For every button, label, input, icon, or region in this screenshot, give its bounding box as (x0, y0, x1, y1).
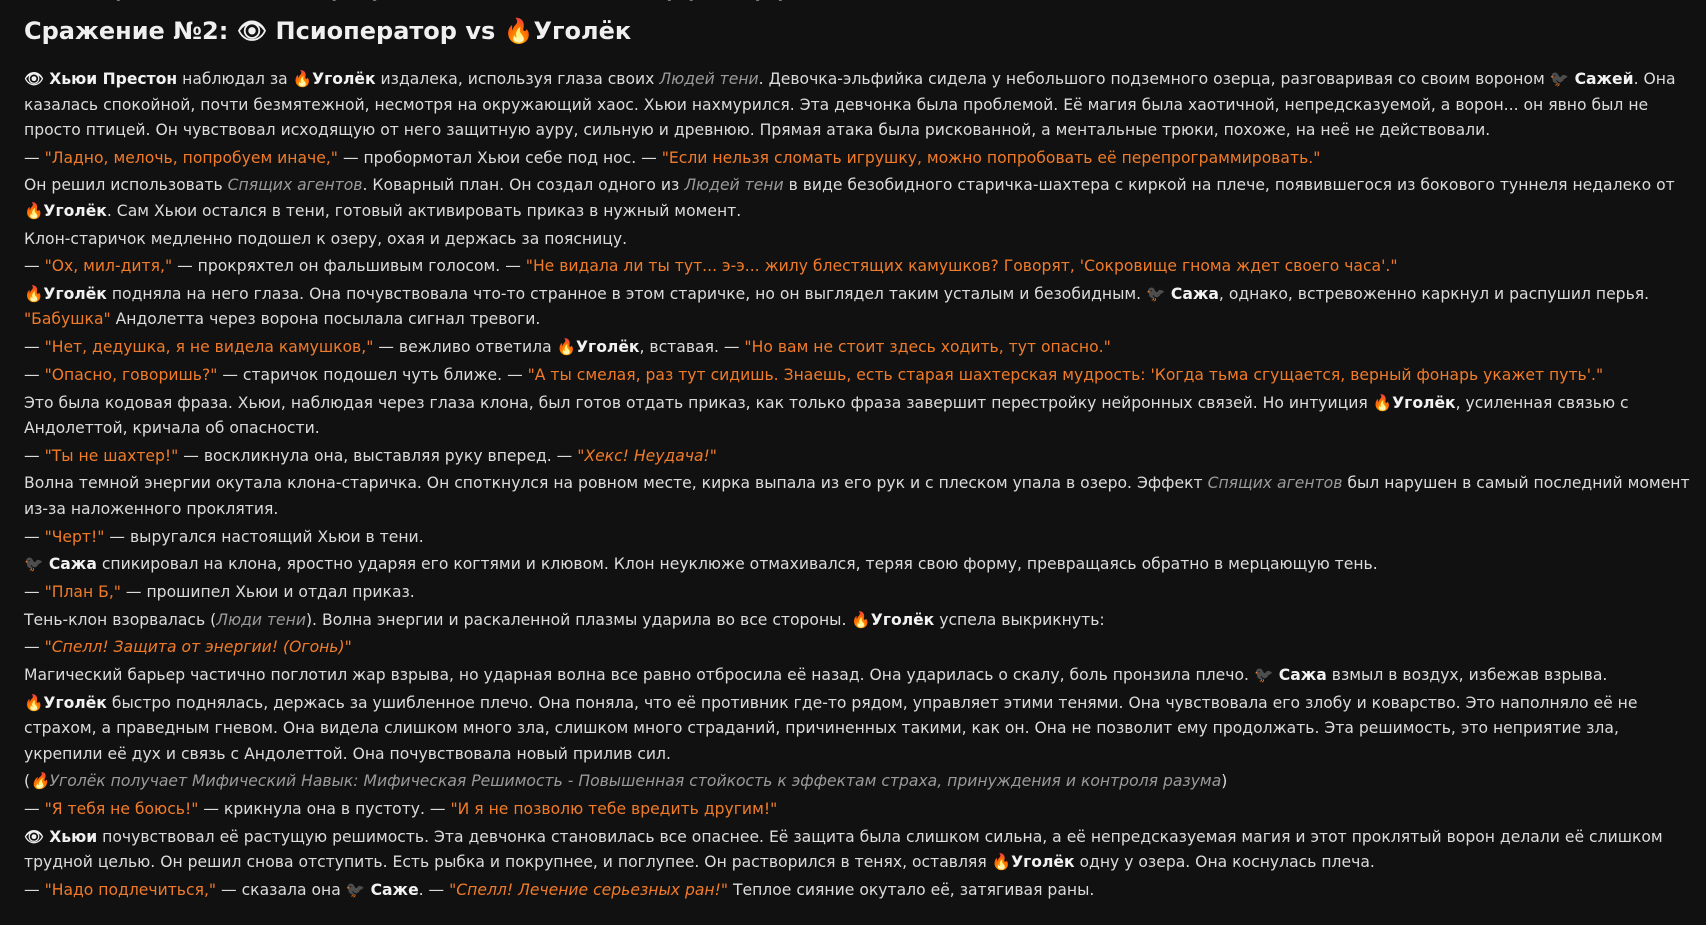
character-name: 👁 Хьюи Престон (24, 70, 178, 88)
paragraph-13 (24, 552, 1694, 578)
paren: ) (1221, 772, 1228, 791)
narration: — вежливо ответила (373, 338, 557, 357)
character-name: 🔥Уголёк (24, 284, 107, 303)
skill-notice: 🔥Уголёк получает Мифический Навык: Мифическая Решимость - Повышенная стойкость к эффектам страха, принуждения и контроля разума (30, 772, 1222, 791)
character-name: 🐦‍⬛ Саже (345, 880, 419, 899)
paragraph-19 (24, 769, 1694, 795)
paragraph-21 (24, 825, 1694, 876)
dash: — (24, 338, 45, 357)
dash: — (24, 880, 45, 899)
narration: ). Волна энергии и раскаленной плазмы ударила во все стороны. (305, 610, 852, 629)
paragraph-7 (24, 335, 1694, 361)
paragraph-5 (24, 254, 1694, 280)
spell-cast: "Хекс! Неудача!" (577, 446, 717, 465)
dialogue: "А ты смелая, раз тут сидишь. Знаешь, есть старая шахтерская мудрость: 'Когда тьма сгущается, верный фонарь укажет путь'." (527, 365, 1604, 384)
paragraph-11 (24, 471, 1694, 522)
character-name: 🐦‍⬛ Сажа (1146, 284, 1219, 303)
narration: почувствовал её растущую решимость. Эта девчонка становилась все опаснее. Её защита была слишком сильна, а её непредсказуемая магия и этот проклятый ворон делали её слишком трудной целью. Он решил снова отступить. Есть рыбка и покрупнее, и поглупее. Он растворился в тенях, оставляя (24, 827, 1663, 872)
ability-name: Людей тени (684, 176, 784, 195)
narration: Теплое сияние окутало её, затягивая раны. (728, 880, 1095, 899)
ability-name: Людей тени (659, 70, 759, 88)
ability-name: Спящих агентов (227, 176, 363, 195)
paragraph-10 (24, 444, 1694, 470)
dash: — (24, 800, 45, 819)
dialogue: "И я не позволю тебе вредить другим!" (450, 800, 778, 819)
narration: — сказала она (216, 880, 346, 899)
narration: — пробормотал Хьюи себе под нос. — (337, 148, 662, 167)
dialogue: "Черт!" (44, 527, 105, 546)
narration: был нарушен в самый последний момент из-за наложенного проклятия. (24, 474, 1690, 518)
narration: успела выкрикнуть: (934, 610, 1105, 629)
dash: — (24, 365, 45, 384)
narration: — воскликнула она, выставляя руку вперед. — (178, 446, 578, 465)
paragraph-14 (24, 580, 1694, 606)
ability-name: Спящих агентов (1207, 474, 1343, 493)
dash: — (24, 582, 45, 601)
paragraph-20 (24, 797, 1694, 823)
narration: — выругался настоящий Хьюи в тени. (104, 527, 424, 546)
battle-title: Сражение №2: 👁 Псиоператор vs 🔥Уголёк (24, 17, 632, 45)
narration: наблюдал за (177, 70, 293, 88)
paragraph-3 (24, 173, 1694, 224)
paragraph-1 (24, 67, 1694, 144)
character-name: 🐦‍⬛ Сажей (1549, 70, 1634, 88)
narration: взмыл в воздух, избежав взрыва. (1326, 666, 1608, 684)
narration: Это была кодовая фраза. Хьюи, наблюдая через глаза клона, был готов отдать приказ, как только фраза завершит перестройку нейронных связей. Но интуиция (24, 393, 1373, 412)
dialogue: "Не видала ли ты тут... э-э... жилу блестящих камушков? Говорят, 'Сокровище гнома ждет своего часа'." (525, 257, 1398, 276)
dialogue: "План Б," (44, 582, 121, 601)
narration: спикировал на клона, яростно ударяя его когтями и клювом. Клон неуклюже отмахивался, теряя свою форму, превращаясь обратно в мерцающую тень. (96, 555, 1378, 574)
dialogue: "Если нельзя сломать игрушку, можно попробовать её перепрограммировать." (661, 148, 1321, 167)
narration: — крикнула она в пустоту. — (198, 800, 451, 819)
narration: подняла на него глаза. Она почувствовала что-то странное в этом старичке, но он выглядел таким усталым и безобидным. (106, 284, 1147, 303)
narration: в виде безобидного старичка-шахтера с киркой на плече, появившегося из бокового туннеля недалеко от (783, 176, 1675, 195)
dialogue: "Ох, мил-дитя," (44, 257, 173, 276)
previous-text-fragment (24, 0, 1694, 3)
paragraph-22 (24, 878, 1694, 904)
narration: Андолетта через ворона посылала сигнал тревоги. (110, 310, 541, 329)
paragraph-17 (24, 663, 1694, 689)
narration: — прошипел Хьюи и отдал приказ. (120, 582, 415, 601)
narration: Волна темной энергии окутала клона-старичка. Он споткнулся на ровном месте, кирка выпала из его рук и с плеском упала в озеро. Эффект (24, 474, 1208, 493)
dash: — (24, 446, 45, 465)
narration: быстро поднялась, держась за ушибленное плечо. Она поняла, что её противник где-то рядом, управляет этими тенями. Она чувствовала его злобу и коварство. Это наполняло её не страхом, а праведным гневом. Она видела слишком много зла, слишком много страданий, причиненных такими, как он. Она не позволит ему продолжать. Эта решимость, это неприятие зла, укрепили её дух и связь с Андолеттой. Она почувствовала новый прилив сил. (24, 693, 1638, 763)
narration: , вставая. — (639, 338, 745, 357)
narration: . — (418, 880, 450, 899)
character-name: 👁 Хьюи (24, 827, 98, 846)
character-name: 🔥Уголёк (991, 853, 1075, 872)
character-name: 🔥Уголёк (292, 70, 376, 88)
paragraph-6 (24, 282, 1694, 333)
paragraph-9 (24, 391, 1694, 442)
character-name: 🔥Уголёк (24, 201, 107, 220)
narration: Он решил использовать (24, 176, 228, 195)
paragraph-8 (24, 363, 1694, 389)
dialogue: "Но вам не стоит здесь ходить, тут опасно." (744, 338, 1111, 357)
dash: — (24, 257, 45, 276)
narration: . Она казалась спокойной, почти безмятежной, несмотря на окружающий хаос. Хьюи нахмурился. Эта девчонка была проблемой. Её магия была хаотичной, непредсказуемой, а ворон... он явно был не просто птицей. Он чувствовал исходящую от него защитную ауру, сильную и древнюю. Прямая атака была рискованной, а ментальные трюки, похоже, на неё не действовали. (24, 70, 1676, 139)
dialogue: "Ладно, мелочь, попробуем иначе," (44, 148, 338, 167)
narration: — прокряхтел он фальшивым голосом. — (172, 257, 526, 276)
character-name: 🔥Уголёк (1372, 393, 1456, 412)
ability-name: Люди тени (216, 610, 306, 629)
dash: — (24, 638, 45, 657)
narration: Тень-клон взорвалась ( (24, 610, 217, 629)
character-name: 🐦‍⬛ Сажа (1253, 666, 1327, 684)
dialogue: "Надо подлечиться," (44, 880, 217, 899)
dialogue: "Опасно, говоришь?" (44, 365, 218, 384)
narration: издалека, используя глаза своих (375, 70, 660, 88)
spell-cast: "Спелл! Защита от энергии! (Огонь)" (44, 638, 352, 657)
paragraph-15 (24, 608, 1694, 634)
dialogue: "Ты не шахтер!" (44, 446, 179, 465)
character-name: 🐦‍⬛ Сажа (24, 555, 97, 574)
paragraph-12 (24, 525, 1694, 551)
dialogue: "Я тебя не боюсь!" (44, 800, 199, 819)
paragraph-2 (24, 146, 1694, 172)
paren: ( (24, 772, 31, 791)
paragraph-18 (24, 691, 1694, 768)
narration: . Сам Хьюи остался в тени, готовый активировать приказ в нужный момент. (106, 201, 742, 220)
narration: . Коварный план. Он создал одного из (362, 176, 685, 195)
narration: Магический барьер частично поглотил жар взрыва, но ударная волна все равно отбросила её назад. Она ударилась о скалу, боль пронзила плечо. (24, 666, 1254, 684)
dash: — (24, 527, 45, 546)
dialogue: "Нет, дедушка, я не видела камушков," (44, 338, 374, 357)
dialogue: "Бабушка" (24, 310, 111, 329)
spell-cast: "Спелл! Лечение серьезных ран!" (449, 880, 729, 899)
narration: одну у озера. Она коснулась плеча. (1074, 853, 1375, 872)
paragraph-4: Клон-старичок медленно подошел к озеру, охая и держась за поясницу. (24, 229, 628, 248)
narration: . Девочка-эльфийка сидела у небольшого подземного озерца, разговаривая со своим вороном (758, 70, 1550, 88)
character-name: 🔥Уголёк (556, 338, 640, 357)
narration: , усиленная связью с Андолеттой, кричала об опасности. (24, 393, 1629, 437)
narration: , однако, встревоженно каркнул и распушил перья. (1218, 284, 1650, 303)
paragraph-16 (24, 635, 1694, 661)
character-name: 🔥Уголёк (851, 610, 935, 629)
dash: — (24, 148, 45, 167)
character-name: 🔥Уголёк (24, 693, 107, 712)
narration: — старичок подошел чуть ближе. — (217, 365, 528, 384)
